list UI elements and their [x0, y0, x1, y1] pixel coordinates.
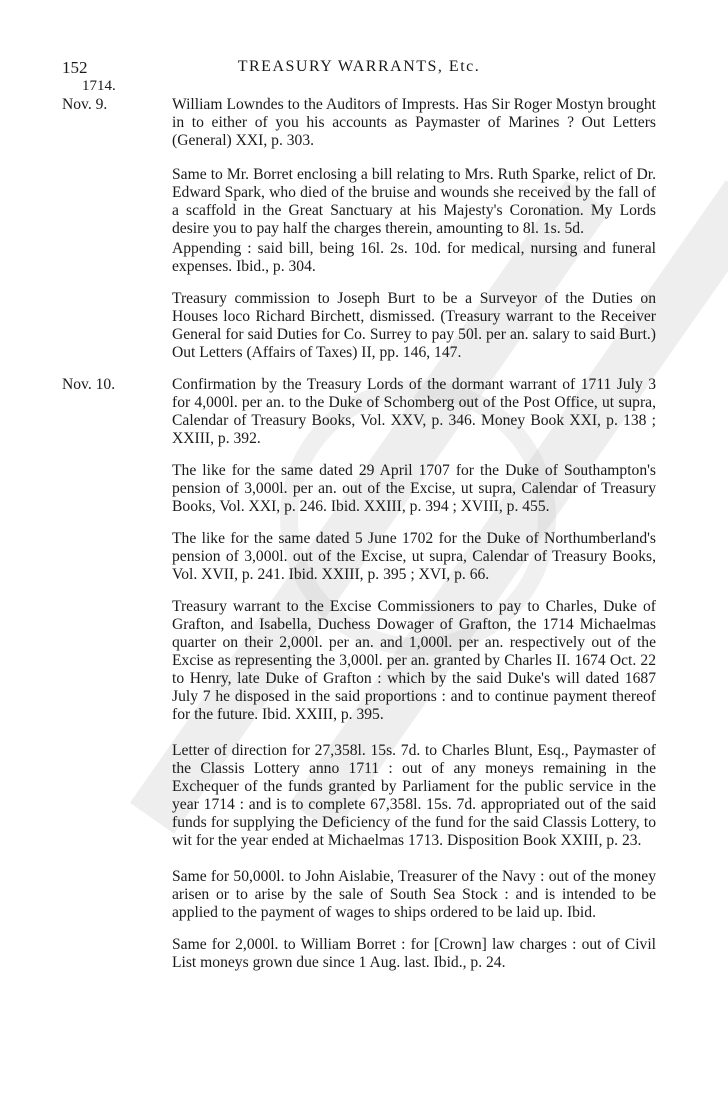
- entry-date: [62, 530, 172, 584]
- entry-date: [62, 598, 172, 724]
- entry-text: Same for 2,000l. to William Borret : for [Crown] law charges : out of Civil List moneys grown due since 1 Aug. last. Ibid., p. 24.: [172, 936, 656, 971]
- page-number: 152: [62, 58, 88, 77]
- entry-date: [62, 166, 172, 238]
- entry-text: William Lowndes to the Auditors of Imprests. Has Sir Roger Mostyn brought in to either of you his accounts as Paymaster of Marines ? Out Letters (General) XXI, p. 303.: [172, 96, 656, 149]
- entry-text: Same for 50,000l. to John Aislabie, Treasurer of the Navy : out of the money arisen or to arise by the sale of South Sea Stock : and is intended to be applied to the payment of wages to ships ordered to be laid up. Ibid.: [172, 868, 656, 921]
- entries-list: [62, 92, 656, 986]
- entry-text: The like for the same dated 5 June 1702 for the Duke of Northumberland's pension of 3,000l. out of the Excise, ut supra, Calendar of Treasury Books, Vol. XVII, p. 241. Ibid. XXIII, p. 395 ; XVI, p. 66.: [172, 530, 656, 583]
- entry: [62, 240, 656, 276]
- entry-date: Nov. 9.: [62, 96, 108, 113]
- entry-date: [62, 240, 172, 276]
- entry: [62, 376, 656, 448]
- entry-text: Same to Mr. Borret enclosing a bill relating to Mrs. Ruth Sparke, relict of Dr. Edward Spark, who died of the bruise and wounds she received by the fall of a scaffold in the Great Sanctuary at his Majesty's Coronation. My Lords desire you to pay half the charges therein, amounting to 8l. 1s. 5d.: [172, 166, 656, 237]
- entry: [62, 290, 656, 362]
- entry-date: [62, 462, 172, 516]
- entry-text: Confirmation by the Treasury Lords of the dormant warrant of 1711 July 3 for 4,000l. per an. to the Duke of Schomberg out of the Post Office, ut supra, Calendar of Treasury Books, Vol. XXV, p. 346. Money Book XXI, p. 138 ; XXIII, p. 392.: [172, 376, 656, 447]
- entry: [62, 96, 656, 150]
- entry-text: Treasury commission to Joseph Burt to be a Surveyor of the Duties on Houses loco Richard Birchett, dismissed. (Treasury warrant to the Receiver General for said Duties for Co. Surrey to pay 50l. per an. salary to said Burt.) Out Letters (Affairs of Taxes) II, pp. 146, 147.: [172, 290, 656, 361]
- entry: [62, 742, 656, 850]
- entry-text: Letter of direction for 27,358l. 15s. 7d. to Charles Blunt, Esq., Paymaster of the Classis Lottery anno 1711 : out of any moneys remaining in the Exchequer of the funds granted by Parliament for the public service in the year 1714 : and is to complete 67,358l. 15s. 7d. appropriated out of the said funds for supplying the Deficiency of the fund for the said Classis Lottery, to wit for the year ended at Michaelmas 1713. Disposition Book XXIII, p. 23.: [172, 742, 656, 849]
- entry: [62, 166, 656, 238]
- entry: [62, 936, 656, 972]
- entry-date: [62, 290, 172, 362]
- page-header: [62, 58, 656, 82]
- year-label: 1714.: [82, 78, 116, 94]
- entry-date: [62, 936, 172, 972]
- entry-text: Treasury warrant to the Excise Commissioners to pay to Charles, Duke of Grafton, and Isabella, Duchess Dowager of Grafton, the 1714 Michaelmas quarter on their 2,000l. per an. and 1,000l. per an. respectively out of the Excise as representing the 3,000l. per an. granted by Charles II. 1674 Oct. 22 to Henry, late Duke of Grafton : which by the said Duke's will dated 1687 July 7 he disposed in the said proportions : and to continue payment thereof for the future. Ibid. XXIII, p. 395.: [172, 598, 656, 723]
- entry-text: Appending : said bill, being 16l. 2s. 10d. for medical, nursing and funeral expenses. Ibid., p. 304.: [172, 240, 656, 275]
- entry: [62, 868, 656, 922]
- running-title: TREASURY WARRANTS, Etc.: [237, 58, 481, 75]
- entry-date: [62, 868, 172, 922]
- entry: [62, 530, 656, 584]
- entry-date: Nov. 10.: [62, 376, 116, 393]
- entry: [62, 462, 656, 516]
- entry-date: [62, 742, 172, 850]
- entry-text: The like for the same dated 29 April 1707 for the Duke of Southampton's pension of 3,000l. per an. out of the Excise, ut supra, Calendar of Treasury Books, Vol. XXI, p. 246. Ibid. XXIII, p. 394 ; XVIII, p. 455.: [172, 462, 656, 515]
- entry: [62, 598, 656, 724]
